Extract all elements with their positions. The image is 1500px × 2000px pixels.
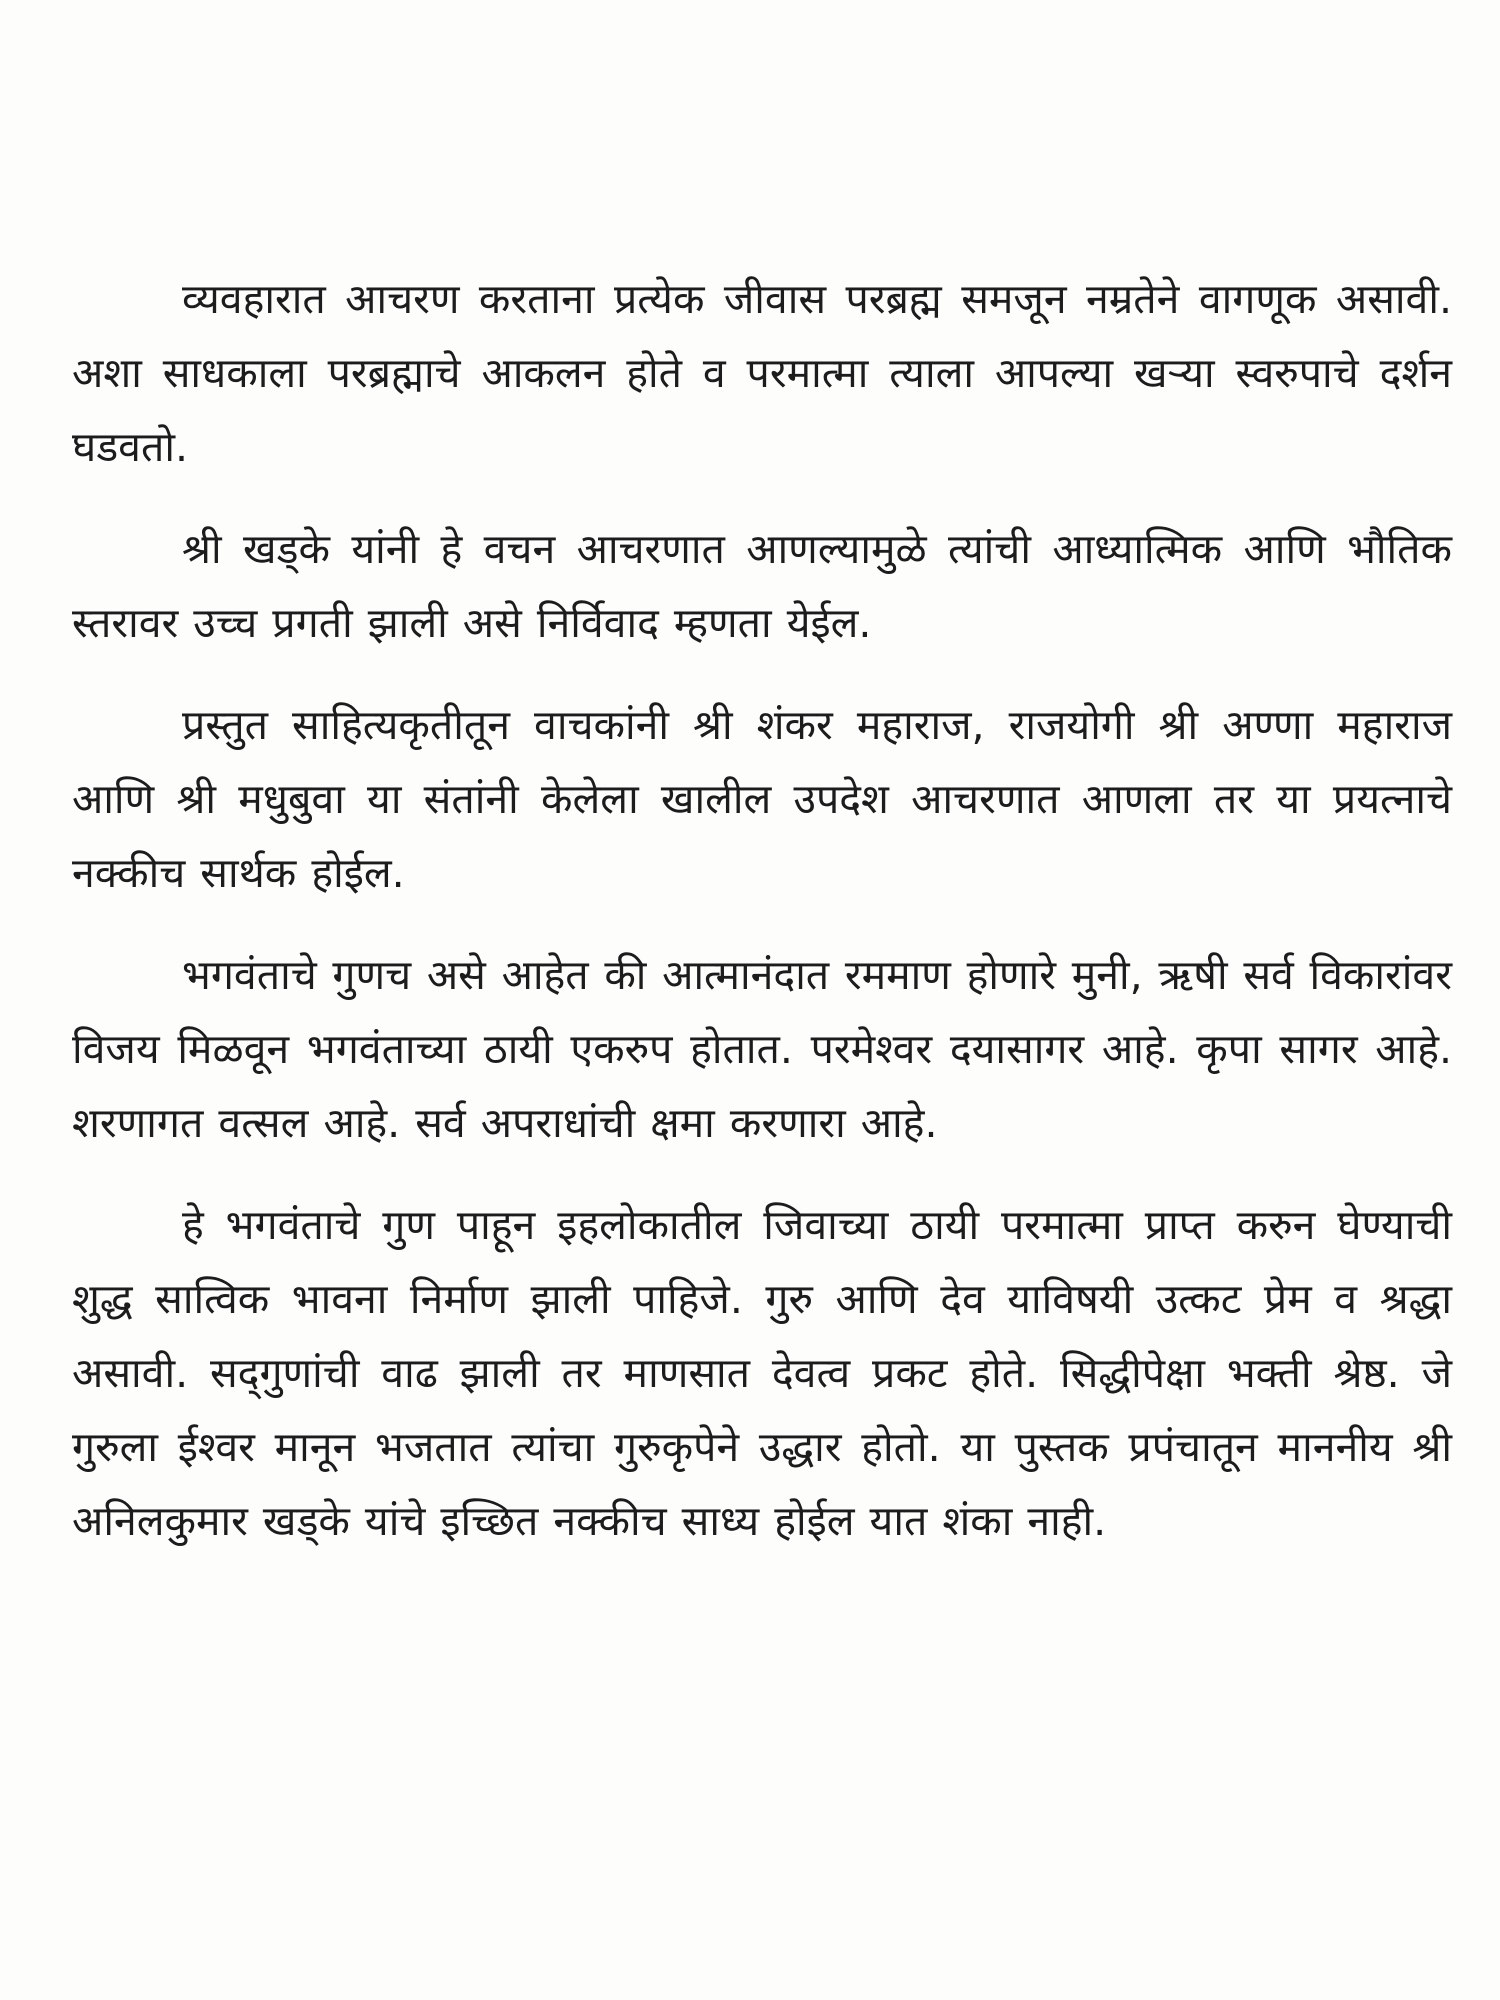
paragraph-5: हे भगवंताचे गुण पाहून इहलोकातील जिवाच्या ठायी परमात्मा प्राप्त करुन घेण्याची शुद्ध सात्विक भावना निर्माण झाली पाहिजे. गुरु आणि देव याविषयी उत्कट प्रेम व श्रद्धा असावी. सद्‌गुणांची वाढ झाली तर माणसात देवत्व प्रकट होते. सिद्धीपेक्षा भक्ती श्रेष्ठ. जे गुरुला ईश्वर मानून भजतात त्यांचा गुरुकृपेने उद्धार होतो. या पुस्तक प्रपंचातून माननीय श्री अनिलकुमार खड्के यांचे इच्छित नक्कीच साध्य होईल यात शंका नाही. [72,1201,1452,1545]
paragraph-2: श्री खड्के यांनी हे वचन आचरणात आणल्यामुळे त्यांची आध्यात्मिक आणि भौतिक स्तरावर उच्च प्रगती झाली असे निर्विवाद म्हणता येईल. [72,525,1452,647]
body-text [72,262,1452,1586]
paragraph-3: प्रस्तुत साहित्यकृतीतून वाचकांनी श्री शंकर महाराज, राजयोगी श्री अण्णा महाराज आणि श्री मधुबुवा या संतांनी केलेला खालील उपदेश आचरणात आणला तर या प्रयत्नाचे नक्कीच सार्थक होईल. [72,701,1453,897]
paragraph-1: व्यवहारात आचरण करताना प्रत्येक जीवास परब्रह्म समजून नम्रतेने वागणूक असावी. अशा साधकाला परब्रह्माचे आकलन होते व परमात्मा त्याला आपल्या खऱ्या स्वरुपाचे दर्शन घडवतो. [72,275,1452,471]
paragraph-4: भगवंताचे गुणच असे आहेत की आत्मानंदात रममाण होणारे मुनी, ऋषी सर्व विकारांवर विजय मिळवून भगवंताच्या ठायी एकरुप होतात. परमेश्वर दयासागर आहे. कृपा सागर आहे. शरणागत वत्सल आहे. सर्व अपराधांची क्षमा करणारा आहे. [72,951,1452,1147]
